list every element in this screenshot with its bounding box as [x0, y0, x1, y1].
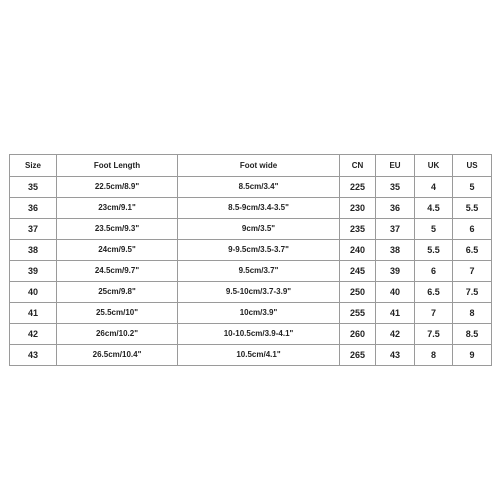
cell-uk: 7: [415, 303, 453, 324]
table-row: [10, 198, 492, 219]
cell-us: 5.5: [453, 198, 492, 219]
header-us: US: [453, 155, 492, 177]
cell-us: 5: [453, 177, 492, 198]
cell-size: 36: [10, 198, 57, 219]
table-body: [10, 177, 492, 366]
table-row: [10, 219, 492, 240]
header-foot-wide: Foot wide: [178, 155, 340, 177]
table-row: [10, 240, 492, 261]
cell-us: 7.5: [453, 282, 492, 303]
cell-cn: 250: [340, 282, 376, 303]
cell-cn: 225: [340, 177, 376, 198]
cell-eu: 39: [376, 261, 415, 282]
cell-foot-length: 26.5cm/10.4": [57, 345, 178, 366]
cell-eu: 42: [376, 324, 415, 345]
cell-cn: 255: [340, 303, 376, 324]
cell-eu: 37: [376, 219, 415, 240]
table-row: [10, 303, 492, 324]
cell-foot-length: 22.5cm/8.9": [57, 177, 178, 198]
cell-size: 35: [10, 177, 57, 198]
cell-eu: 40: [376, 282, 415, 303]
cell-foot-length: 25cm/9.8": [57, 282, 178, 303]
cell-cn: 240: [340, 240, 376, 261]
cell-foot-wide: 10.5cm/4.1": [178, 345, 340, 366]
cell-size: 37: [10, 219, 57, 240]
cell-uk: 4.5: [415, 198, 453, 219]
cell-eu: 43: [376, 345, 415, 366]
cell-cn: 245: [340, 261, 376, 282]
cell-foot-length: 24cm/9.5": [57, 240, 178, 261]
header-cn: CN: [340, 155, 376, 177]
cell-uk: 6.5: [415, 282, 453, 303]
cell-foot-wide: 9.5cm/3.7": [178, 261, 340, 282]
cell-uk: 4: [415, 177, 453, 198]
table-row: [10, 177, 492, 198]
cell-uk: 7.5: [415, 324, 453, 345]
cell-cn: 235: [340, 219, 376, 240]
cell-eu: 36: [376, 198, 415, 219]
cell-eu: 41: [376, 303, 415, 324]
cell-size: 41: [10, 303, 57, 324]
cell-uk: 5: [415, 219, 453, 240]
header-uk: UK: [415, 155, 453, 177]
cell-size: 39: [10, 261, 57, 282]
cell-us: 8: [453, 303, 492, 324]
cell-foot-wide: 8.5cm/3.4": [178, 177, 340, 198]
cell-uk: 5.5: [415, 240, 453, 261]
table-row: [10, 345, 492, 366]
cell-foot-wide: 10-10.5cm/3.9-4.1": [178, 324, 340, 345]
cell-foot-wide: 9-9.5cm/3.5-3.7": [178, 240, 340, 261]
cell-foot-wide: 9cm/3.5": [178, 219, 340, 240]
cell-size: 42: [10, 324, 57, 345]
cell-eu: 38: [376, 240, 415, 261]
cell-us: 6.5: [453, 240, 492, 261]
cell-size: 43: [10, 345, 57, 366]
header-row: [10, 155, 492, 177]
header-size: Size: [10, 155, 57, 177]
cell-foot-length: 23.5cm/9.3": [57, 219, 178, 240]
cell-us: 7: [453, 261, 492, 282]
cell-us: 8.5: [453, 324, 492, 345]
header-foot-length: Foot Length: [57, 155, 178, 177]
cell-foot-wide: 10cm/3.9": [178, 303, 340, 324]
table-row: [10, 261, 492, 282]
cell-us: 9: [453, 345, 492, 366]
cell-us: 6: [453, 219, 492, 240]
cell-foot-wide: 9.5-10cm/3.7-3.9": [178, 282, 340, 303]
cell-cn: 230: [340, 198, 376, 219]
cell-foot-wide: 8.5-9cm/3.4-3.5": [178, 198, 340, 219]
cell-cn: 265: [340, 345, 376, 366]
cell-foot-length: 26cm/10.2": [57, 324, 178, 345]
cell-uk: 6: [415, 261, 453, 282]
header-eu: EU: [376, 155, 415, 177]
table-row: [10, 282, 492, 303]
cell-foot-length: 25.5cm/10": [57, 303, 178, 324]
cell-size: 40: [10, 282, 57, 303]
cell-cn: 260: [340, 324, 376, 345]
cell-size: 38: [10, 240, 57, 261]
cell-foot-length: 24.5cm/9.7": [57, 261, 178, 282]
size-chart-table: [9, 154, 492, 366]
table-row: [10, 324, 492, 345]
cell-uk: 8: [415, 345, 453, 366]
cell-eu: 35: [376, 177, 415, 198]
cell-foot-length: 23cm/9.1": [57, 198, 178, 219]
